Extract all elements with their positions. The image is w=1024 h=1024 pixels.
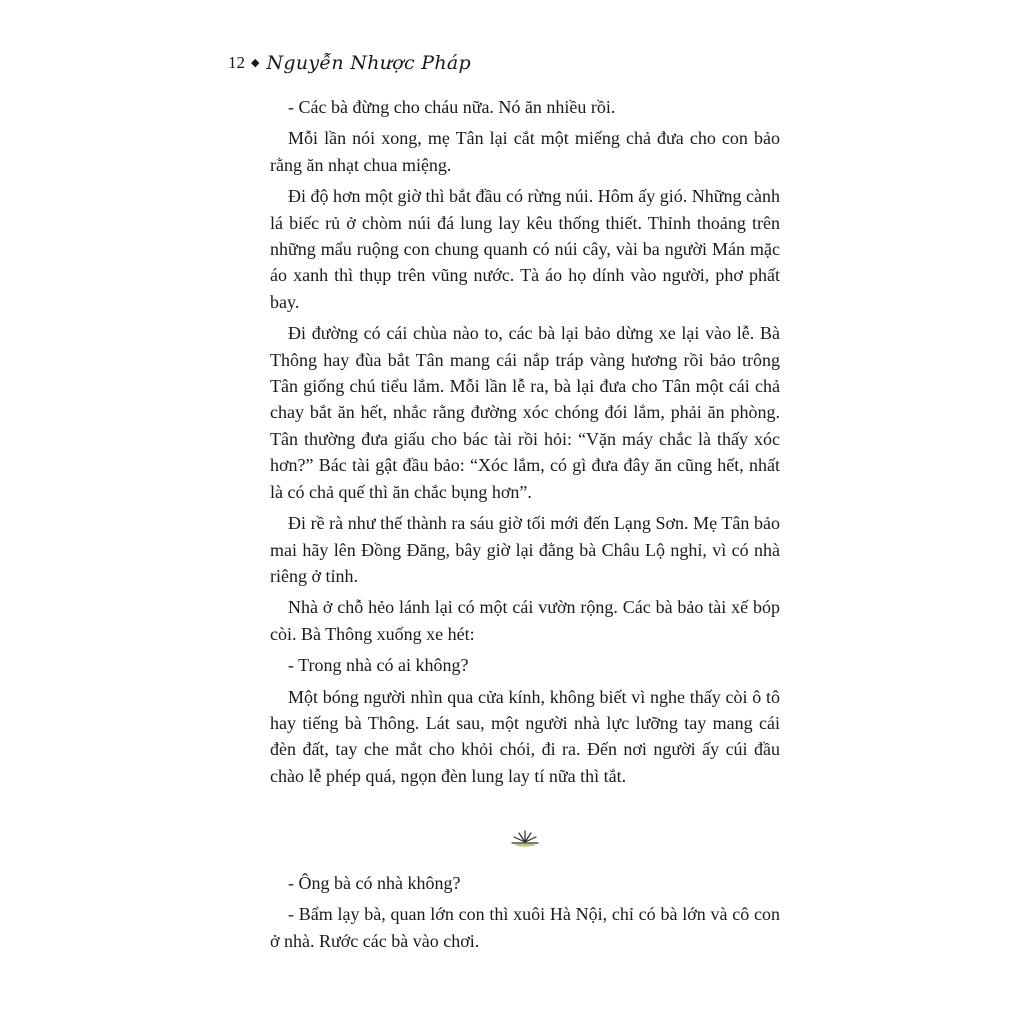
paragraph: Một bóng người nhìn qua cửa kính, không biết vì nghe thấy còi ô tô hay tiếng bà Thông. Lát sau, một người nhà lực lưỡng tay mang cái đèn đất, tay che mắt cho khỏi chói, đi ra. Đến nơi người ấy cúi đầu chào lễ phép quá, ngọn đèn lung lay tí nữa thì tắt. bbox=[270, 686, 780, 786]
paragraph: Đi độ hơn một giờ thì bắt đầu có rừng núi. Hôm ấy gió. Những cành lá biếc rủ ở chòm núi đá lung lay kêu thống thiết. Thỉnh thoảng trên những mẩu ruộng con chung quanh có núi cây, vài ba người Mán mặc áo xanh thì thụp trên vũng nước. Tà áo họ dính vào người, phơ phất bay. bbox=[270, 186, 780, 312]
body-text-after-break bbox=[270, 870, 780, 959]
diamond-ornament-icon: ◆ bbox=[251, 56, 260, 69]
body-text bbox=[270, 94, 780, 794]
paragraph: - Các bà đừng cho cháu nữa. Nó ăn nhiều rồi. bbox=[288, 97, 616, 117]
paragraph: Đi đường có cái chùa nào to, các bà lại bảo dừng xe lại vào lễ. Bà Thông hay đùa bắt Tân mang cái nắp tráp vàng hương rồi bảo trông Tân giống chú tiểu lắm. Mỗi lần lễ ra, bà lại đưa cho Tân một cái chả chay bắt ăn hết, nhắc rằng đường xóc chóng đói lắm, phải ăn phòng. Tân thường đưa giấu cho bác tài rồi hỏi: “Vặn máy chắc là thấy xóc hơn?” Bác tài gật đầu bảo: “Xóc lắm, có gì đưa đây ăn cũng hết, nhất là có chả quế thì ăn chắc bụng hơn”. bbox=[270, 323, 780, 502]
page-number: 12 bbox=[228, 53, 245, 72]
paragraph: - Ông bà có nhà không? bbox=[288, 873, 461, 893]
section-divider-icon bbox=[509, 828, 541, 848]
author-name: Nguyễn Nhược Pháp bbox=[266, 52, 472, 74]
paragraph: - Bẩm lạy bà, quan lớn con thì xuôi Hà Nội, chỉ có bà lớn và cô con ở nhà. Rước các bà vào chơi. bbox=[270, 904, 780, 951]
paragraph: - Trong nhà có ai không? bbox=[288, 655, 469, 676]
paragraph: Nhà ở chỗ hẻo lánh lại có một cái vườn rộng. Các bà bảo tài xế bóp còi. Bà Thông xuống xe hét: bbox=[270, 597, 780, 644]
paragraph: Mỗi lần nói xong, mẹ Tân lại cắt một miếng chả đưa cho con bảo rằng ăn nhạt chua miệng. bbox=[270, 128, 780, 175]
paragraph: Đi rề rà như thế thành ra sáu giờ tối mới đến Lạng Sơn. Mẹ Tân bảo mai hãy lên Đồng Đăng, bây giờ lại đằng bà Châu Lộ nghỉ, vì có nhà riêng ở tỉnh. bbox=[270, 513, 780, 586]
running-head bbox=[228, 48, 471, 78]
